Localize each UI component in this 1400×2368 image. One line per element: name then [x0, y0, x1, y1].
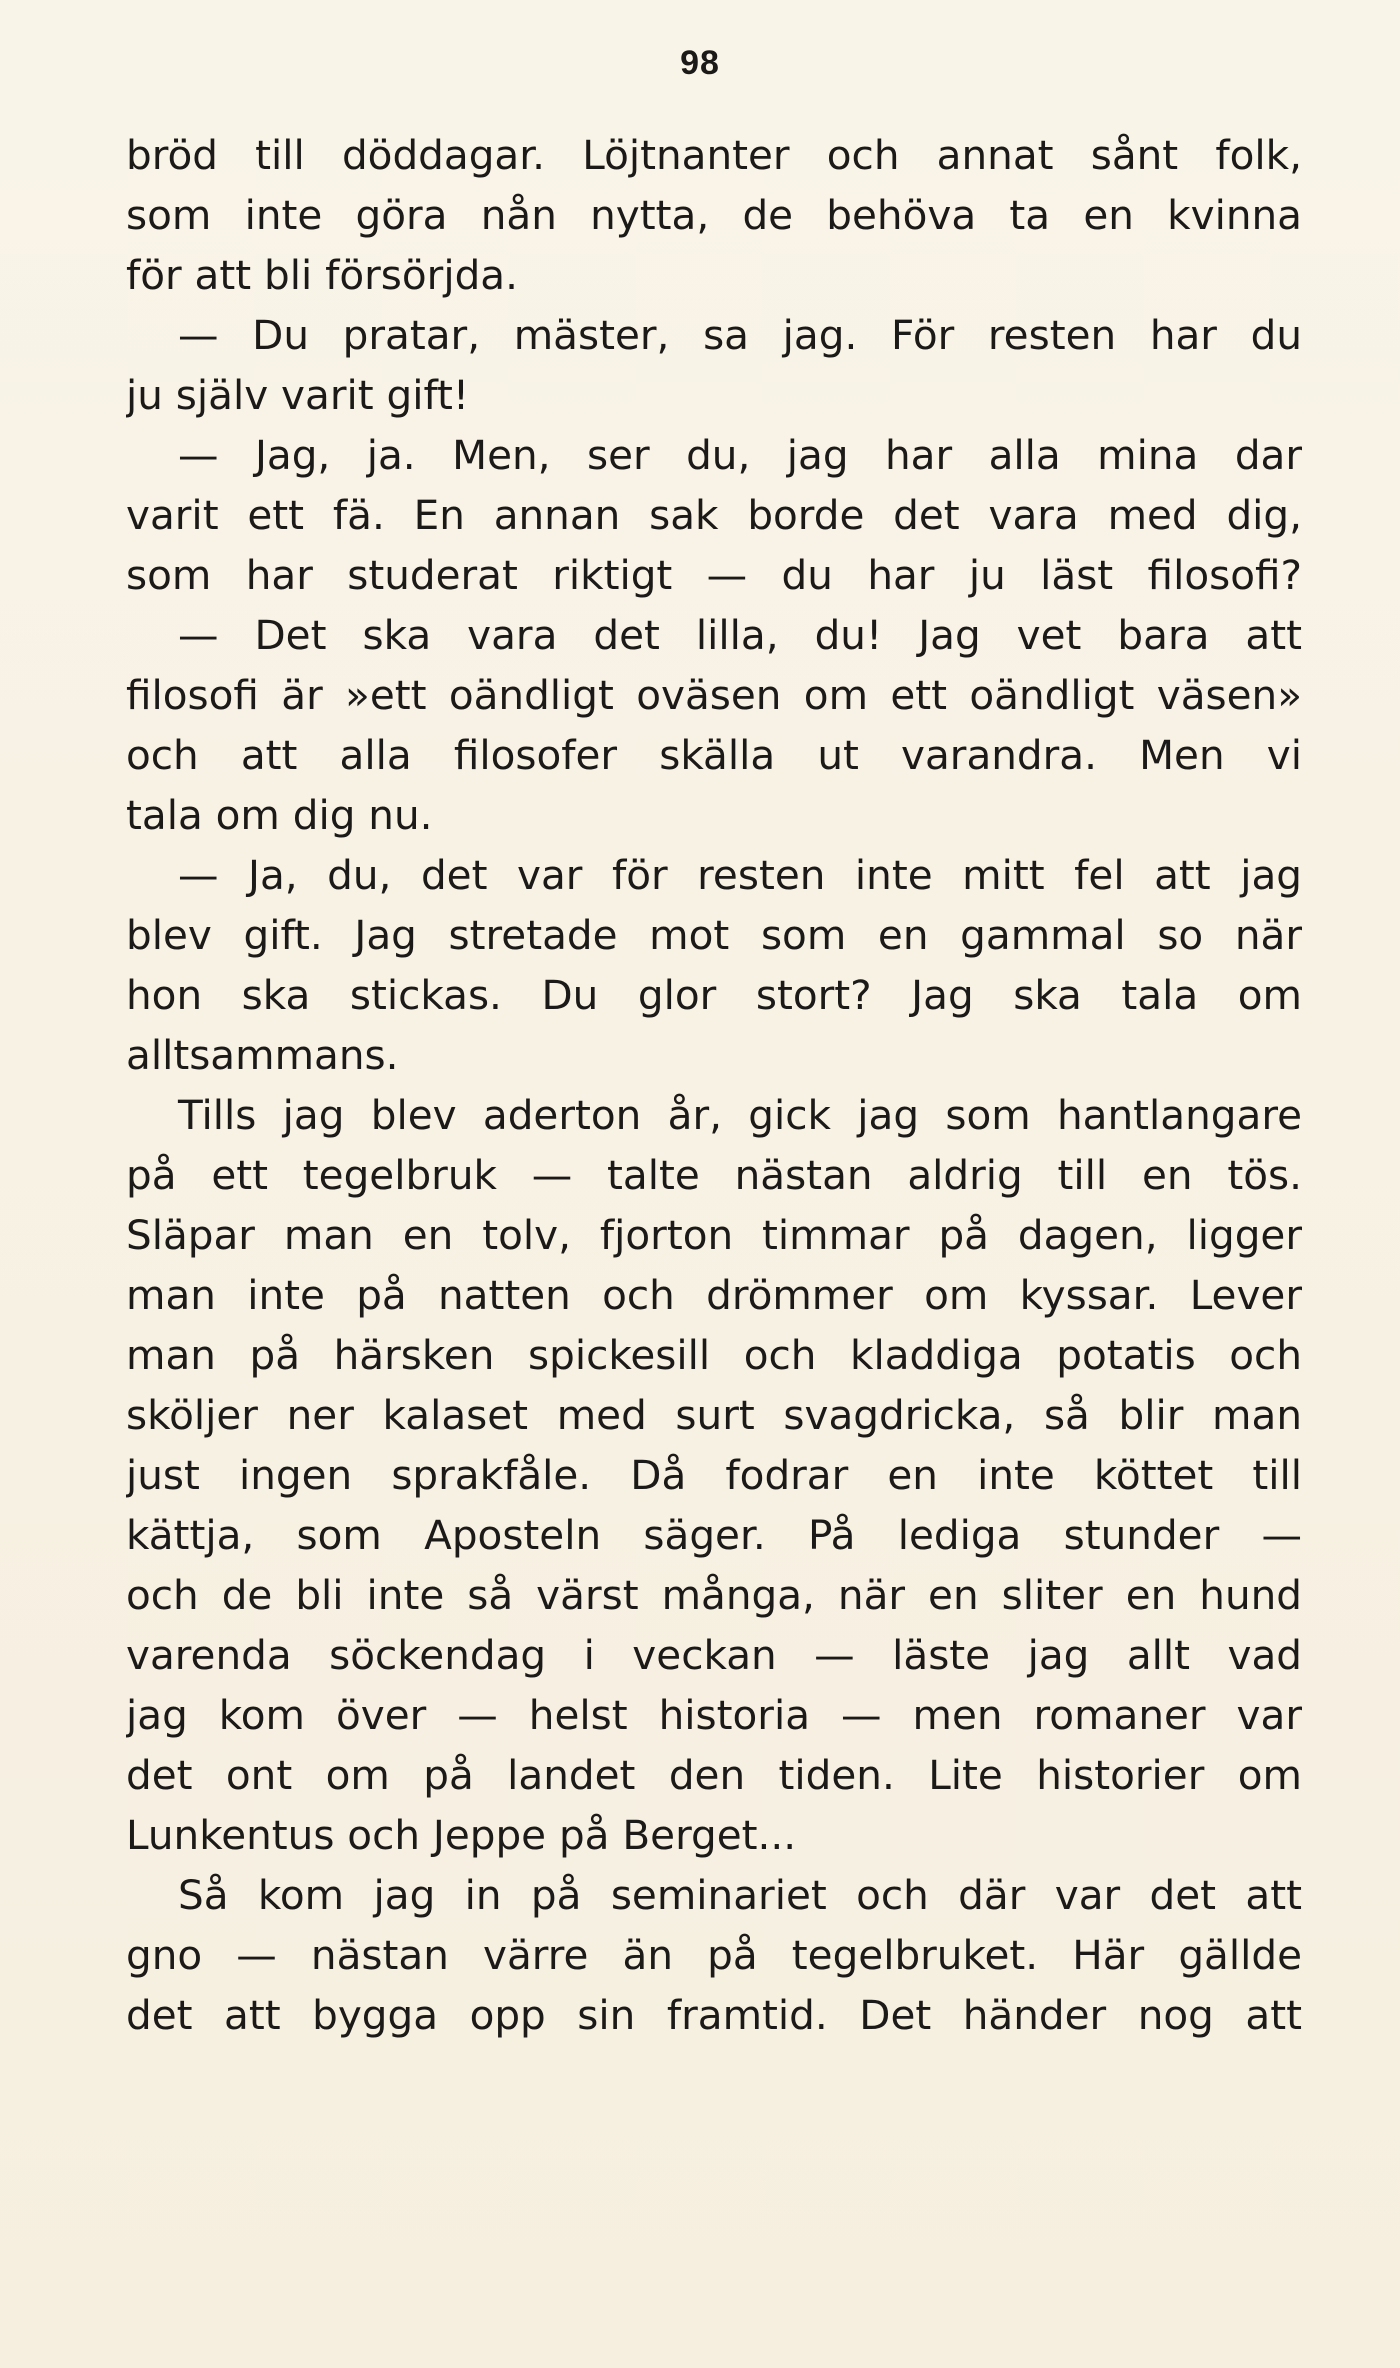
text-line: och att alla filosofer skälla ut varandra. Men vi	[126, 731, 1302, 779]
text-line: ju själv varit gift!	[126, 371, 470, 419]
text-line: varenda söckendag i veckan — läste jag allt vad	[126, 1631, 1302, 1679]
text-line: man inte på natten och drömmer om kyssar. Lever	[126, 1271, 1302, 1319]
text-line: som har studerat riktigt — du har ju läst filosofi?	[126, 551, 1302, 599]
text-line: varit ett fä. En annan sak borde det vara med dig,	[126, 491, 1302, 539]
text-line: gno — nästan värre än på tegelbruket. Här gällde	[126, 1931, 1302, 1979]
text-line: Tills jag blev aderton år, gick jag som hantlangare	[178, 1091, 1302, 1139]
text-line: — Du pratar, mäster, sa jag. För resten har du	[178, 311, 1302, 359]
text-line: — Ja, du, det var för resten inte mitt fel att jag	[178, 851, 1302, 899]
text-line: på ett tegelbruk — talte nästan aldrig till en tös.	[126, 1151, 1302, 1199]
text-line: det ont om på landet den tiden. Lite historier om	[126, 1751, 1302, 1799]
text-line: — Jag, ja. Men, ser du, jag har alla mina dar	[178, 431, 1302, 479]
text-line: det att bygga opp sin framtid. Det händer nog att	[126, 1991, 1302, 2039]
text-line: Lunkentus och Jeppe på Berget...	[126, 1811, 797, 1859]
text-line: hon ska stickas. Du glor stort? Jag ska tala om	[126, 971, 1302, 1019]
text-line: sköljer ner kalaset med surt svagdricka, så blir man	[126, 1391, 1302, 1439]
text-line: just ingen sprakfåle. Då fodrar en inte köttet till	[126, 1451, 1302, 1499]
text-line: man på härsken spickesill och kladdiga potatis och	[126, 1331, 1302, 1379]
text-line: tala om dig nu.	[126, 791, 433, 839]
text-line: bröd till döddagar. Löjtnanter och annat sånt folk,	[126, 131, 1302, 179]
page-number: 98	[680, 44, 720, 82]
text-line: kättja, som Aposteln säger. På lediga stunder —	[126, 1511, 1302, 1559]
text-line: — Det ska vara det lilla, du! Jag vet bara att	[178, 611, 1302, 659]
text-line: filosofi är »ett oändligt oväsen om ett oändligt väsen»	[126, 671, 1302, 719]
text-line: som inte göra nån nytta, de behöva ta en kvinna	[126, 191, 1302, 239]
text-line: Släpar man en tolv, fjorton timmar på dagen, ligger	[126, 1211, 1302, 1259]
text-line: alltsammans.	[126, 1031, 399, 1079]
text-line: Så kom jag in på seminariet och där var det att	[178, 1871, 1302, 1919]
text-line: och de bli inte så värst många, när en sliter en hund	[126, 1571, 1302, 1619]
body-text	[126, 125, 1302, 2045]
text-line: blev gift. Jag stretade mot som en gammal so när	[126, 911, 1302, 959]
text-line: för att bli försörjda.	[126, 251, 518, 299]
text-line: jag kom över — helst historia — men romaner var	[126, 1691, 1302, 1739]
